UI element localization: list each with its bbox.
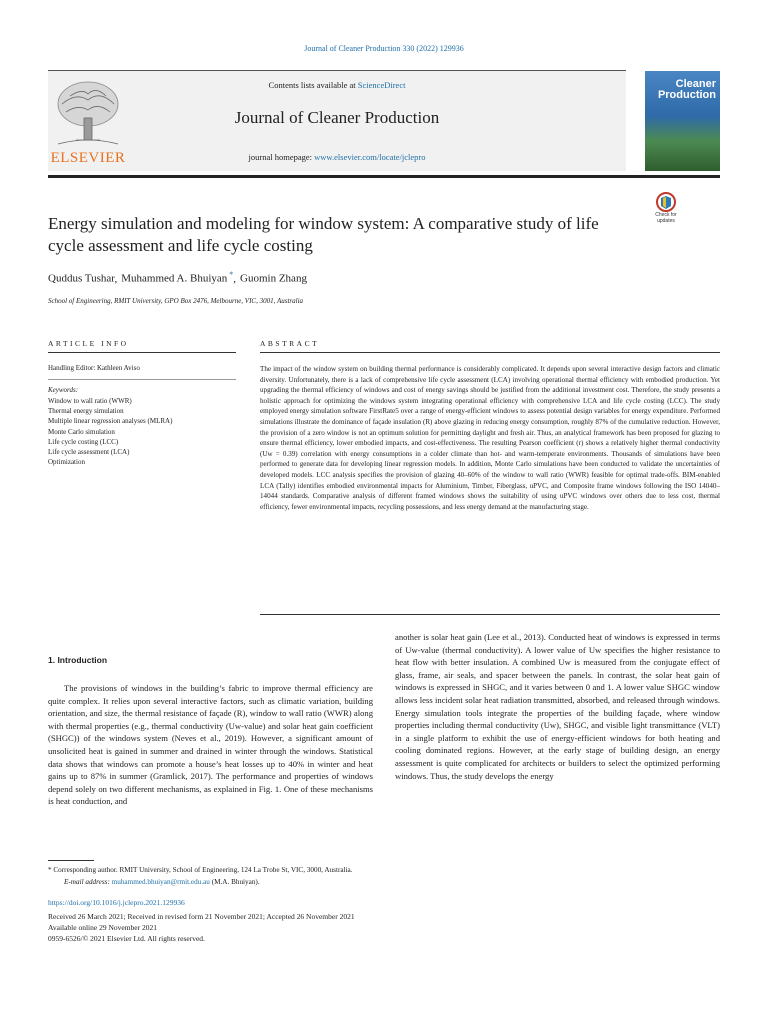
corresponding-author-mark[interactable]: * bbox=[229, 270, 234, 279]
header-bottom-divider bbox=[48, 175, 720, 178]
introduction-heading: 1. Introduction bbox=[48, 655, 108, 665]
footnote-divider bbox=[48, 860, 94, 861]
article-info-divider bbox=[48, 352, 236, 353]
article-title: Energy simulation and modeling for window system: A comparative study of life cycle assessment and life cycle costing bbox=[48, 214, 599, 255]
check-for-updates-label[interactable]: Check for updates bbox=[655, 212, 677, 224]
email-label: E-mail address: bbox=[64, 878, 112, 886]
contents-prefix: Contents lists available at bbox=[268, 80, 358, 90]
body-column-right: another is solar heat gain (Lee et al., 2013). Conducted heat of windows is expressed in terms of Uw-value (thermal conductivity). A lower value of Uw specifies the higher resistance to heat flow with better insulation. A combined Uw is measured from the conjugate effect of glass, frame, air seals, and spacer between the panels. In contrast, the solar heat gain of windows is expressed in SHGC, and it varies between 0 and 1. A lower value SHGC window allows less incident solar heat radiation transmitted, absorbed, and released through windows. Energy simulation tools integrate the properties of the building façade, where window properties including thermal conductivity (Uw), SHGC, and visible light transmittance (VLT) in a single platform to exhibit the use of energy-efficient windows for both heating and cooling dominated regions. However, at the early stage of building design, an energy assessment is quite complicated for architects or builders to select the optimized performing windows. Thus, the study develops the energy bbox=[395, 632, 720, 781]
keywords-divider bbox=[48, 379, 236, 380]
abstract-heading: ABSTRACT bbox=[260, 339, 320, 348]
handling-editor: Handling Editor: Kathleen Aviso bbox=[48, 364, 140, 372]
keywords-label: Keywords: bbox=[48, 386, 79, 394]
copyright-notice: 0959-6526/© 2021 Elsevier Ltd. All rights reserved. bbox=[48, 934, 205, 943]
author-1[interactable]: Quddus Tushar bbox=[48, 272, 115, 285]
keyword-item: Multiple linear regression analyses (MLRA) bbox=[48, 417, 173, 426]
abstract-text: The impact of the window system on building thermal performance is considerably complicated. It depends upon several interactive design factors and climatic diversity. Unfortunately, there is a lack of comprehensive life cycle assessment (LCA) involving operational thermal efficiency with embodied production. Yet upgrading the thermal efficiency of windows and cost of energy savings should be justified from the additional investment cost. Therefore, the study presents a holistic approach for optimizing the windows system integrating operational efficiency with comprehensive LCA and life cycle costing (LCC). The study employed energy simulation software FirstRate5 over a range of energy-efficient windows to assess potential design variables for energy expenditure. Performed simulations illustrate the dominance of façade insulation (R) above glazing in reducing energy consumption, roughly 87% of the cumulative reduction. However, the provision of a zero window is not an optimum solution for permitting daylight and fresh air. Thus, an analytical framework has been proposed for glazing to ensure thermal efficiency, lower embodied impacts, and cost-effectiveness. The resulting Pearson coefficient (r) shows a relatively higher thermal conductivity (Uw = 0.39) correlation with energy consumptions in a colder climate than hot- and warm-temperate environments. Thousands of simulations have been performed to generate data for developing linear regression models. In addition, Monte Carlo simulations have been conducted to validate the uncertainties of developed models. LCC analysis specifies the provision of glazing 40–60% of the window to wall ratio (WWR) feasible for optimal trade-offs. BIM-enabled LCA (Tally) identifies embodied environmental impacts for Aluminium, Timber, Fiberglass, uPVC, and Composite frame windows following the ISO 14040–14044 standards. Comparative analysis of different framed windows shows the suitability of using uPVC windows over others due to less cost, thermal efficiency, fewer environmental impacts, recycling possessions, and less energy demand at the manufacturing stage. bbox=[260, 365, 720, 511]
received-dates: Received 26 March 2021; Received in revised form 21 November 2021; Accepted 26 November 2021 bbox=[48, 912, 355, 921]
body-column-left: The provisions of windows in the building’s fabric to improve thermal efficiency are quite complex. It relies upon several interactive factors, such as climatic variation, building orientation, and size, the thermal resistance of façade (R), window to wall ratio (WWR) along with thermal properties (e.g., thermal conductivity (Uw-value) and solar heat gain coefficient (SHGC)) of the windows system (Neves et al., 2019). However, a significant amount of unsolicited heat is gained in summer and drained in winter through the windows. Statistical data shows that windows can promote a house’s heat losses up to 40% in winter and heat gains up to 87% in summer (Gramlick, 2017). The performance and properties of windows depend solely on two different mechanisms, as explained in Fig. 1. One of these mechanisms is heat conduction, and bbox=[48, 683, 373, 807]
author-email-link[interactable]: muhammed.bhuiyan@rmit.edu.au bbox=[111, 878, 210, 886]
keyword-item: Life cycle assessment (LCA) bbox=[48, 448, 130, 457]
journal-name: Journal of Cleaner Production bbox=[234, 108, 440, 127]
keywords-list bbox=[48, 396, 236, 467]
keyword-item: Life cycle costing (LCC) bbox=[48, 437, 119, 446]
doi-link[interactable]: https://doi.org/10.1016/j.jclepro.2021.129936 bbox=[48, 898, 185, 907]
author-2[interactable]: Muhammed A. Bhuiyan bbox=[121, 272, 228, 285]
abstract-bottom-divider bbox=[260, 614, 720, 615]
keyword-item: Window to wall ratio (WWR) bbox=[48, 397, 132, 405]
elsevier-wordmark: ELSEVIER bbox=[50, 150, 126, 166]
author-list: Quddus Tushar, Muhammed A. Bhuiyan *, Guomin Zhang bbox=[48, 270, 307, 285]
available-online-date: Available online 29 November 2021 bbox=[48, 923, 157, 932]
affiliation: School of Engineering, RMIT University, GPO Box 2476, Melbourne, VIC, 3001, Australia bbox=[48, 297, 304, 305]
keyword-item: Monte Carlo simulation bbox=[48, 427, 115, 436]
email-suffix: (M.A. Bhuiyan). bbox=[209, 878, 260, 886]
keyword-item: Optimization bbox=[48, 458, 85, 467]
keyword-item: Thermal energy simulation bbox=[48, 407, 124, 416]
journal-citation[interactable]: Journal of Cleaner Production 330 (2022) 129936 bbox=[304, 44, 464, 53]
email-footnote bbox=[64, 878, 704, 886]
cover-title: Cleaner Production bbox=[657, 78, 716, 101]
homepage-prefix: journal homepage: bbox=[248, 152, 315, 162]
corresponding-author-footnote: * Corresponding author. RMIT University, School of Engineering, 124 La Trobe St, VIC, 3000, Australia. bbox=[48, 866, 353, 874]
homepage-link[interactable]: www.elsevier.com/locate/jclepro bbox=[314, 152, 426, 162]
contents-availability bbox=[48, 80, 626, 90]
article-info-heading: ARTICLE INFO bbox=[48, 339, 129, 348]
abstract-top-divider bbox=[260, 352, 720, 353]
author-3[interactable]: Guomin Zhang bbox=[240, 272, 307, 285]
journal-homepage bbox=[48, 152, 626, 162]
journal-cover-thumbnail[interactable] bbox=[645, 71, 720, 171]
sciencedirect-link[interactable]: ScienceDirect bbox=[357, 80, 406, 90]
